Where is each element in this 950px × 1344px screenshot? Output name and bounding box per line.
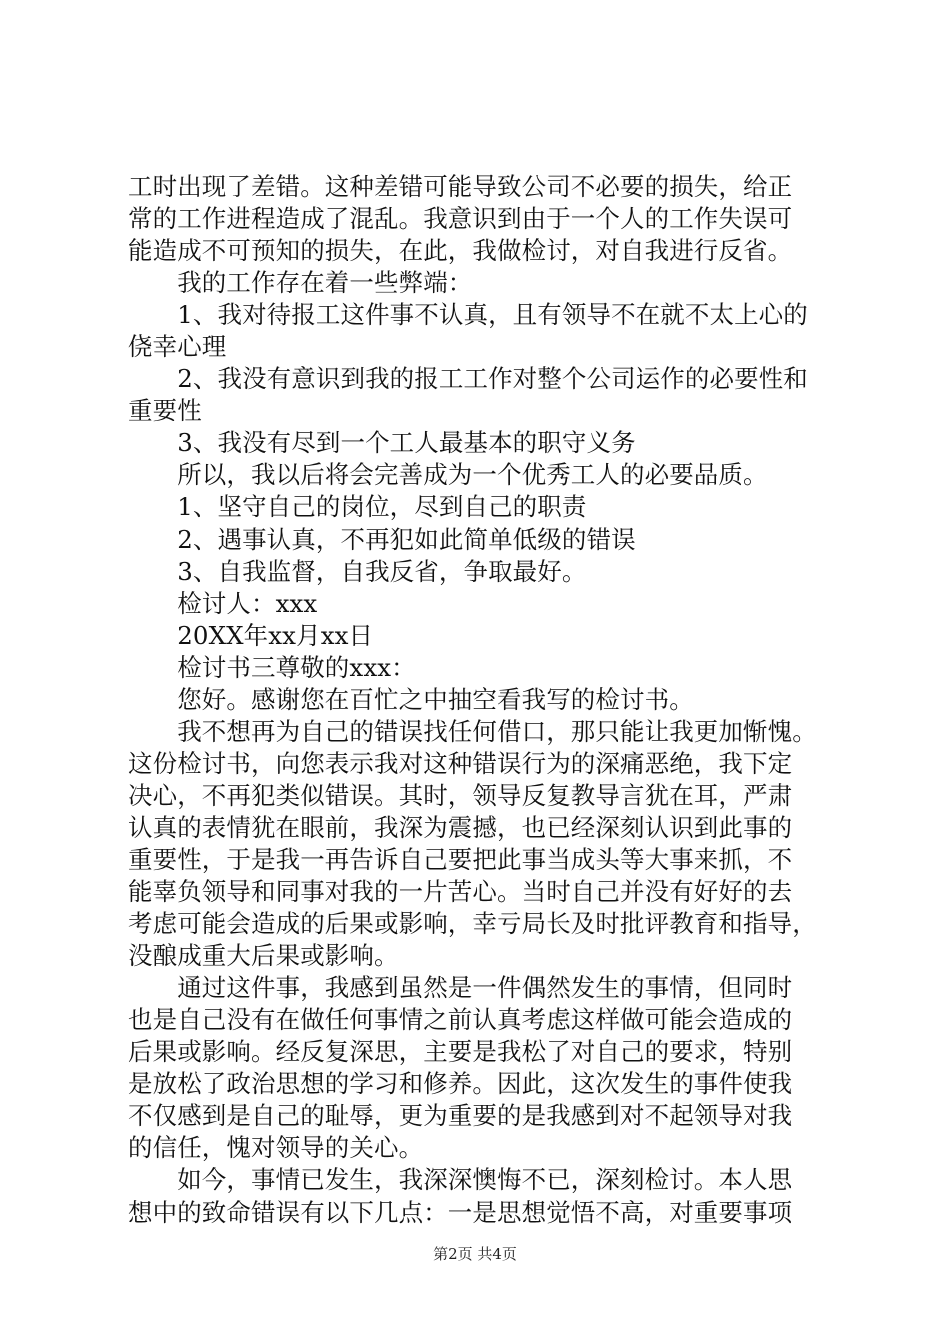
text-line: 能造成不可预知的损失，在此，我做检讨，对自我进行反省。 xyxy=(128,236,793,266)
text-line: 后果或影响。经反复深思，主要是我松了对自己的要求，特别 xyxy=(128,1037,793,1067)
text-line: 不仅感到是自己的耻辱，更为重要的是我感到对不起领导对我 xyxy=(128,1101,793,1131)
text-line: 1、我对待报工这件事不认真，且有领导不在就不太上心的 xyxy=(128,300,808,330)
text-line: 检讨人：xxx xyxy=(128,588,318,618)
text-line: 我的工作存在着一些弊端： xyxy=(128,268,473,298)
text-line: 20XX年xx月xx日 xyxy=(128,620,374,650)
text-line: 考虑可能会造成的后果或影响，幸亏局长及时批评教育和指导， xyxy=(128,909,817,939)
text-line: 检讨书三尊敬的xxx： xyxy=(128,652,416,682)
text-line: 通过这件事，我感到虽然是一件偶然发生的事情，但同时 xyxy=(128,973,793,1003)
text-line: 是放松了政治思想的学习和修养。因此，这次发生的事件使我 xyxy=(128,1069,793,1099)
text-line: 重要性 xyxy=(128,396,202,426)
text-line: 也是自己没有在做任何事情之前认真考虑这样做可能会造成的 xyxy=(128,1005,793,1035)
text-line: 常的工作进程造成了混乱。我意识到由于一个人的工作失误可 xyxy=(128,204,793,234)
text-line: 如今，事情已发生，我深深懊悔不已，深刻检讨。本人思 xyxy=(128,1165,793,1195)
text-line: 3、我没有尽到一个工人最基本的职守义务 xyxy=(128,428,636,458)
text-line: 没酿成重大后果或影响。 xyxy=(128,941,399,971)
text-line: 认真的表情犹在眼前，我深为震撼，也已经深刻认识到此事的 xyxy=(128,812,793,842)
text-line: 这份检讨书，向您表示我对这种错误行为的深痛恶绝，我下定 xyxy=(128,748,793,778)
text-line: 的信任，愧对领导的关心。 xyxy=(128,1133,424,1163)
text-line: 决心，不再犯类似错误。其时，领导反复教导言犹在耳，严肃 xyxy=(128,780,793,810)
document-body xyxy=(128,171,828,1229)
text-line: 所以，我以后将会完善成为一个优秀工人的必要品质。 xyxy=(128,460,768,490)
text-line: 工时出现了差错。这种差错可能导致公司不必要的损失，给正 xyxy=(128,172,793,201)
text-line: 我不想再为自己的错误找任何借口，那只能让我更加惭愧。 xyxy=(128,716,817,746)
text-line: 能辜负领导和同事对我的一片苦心。当时自己并没有好好的去 xyxy=(128,877,793,907)
text-line: 重要性，于是我一再告诉自己要把此事当成头等大事来抓，不 xyxy=(128,844,793,874)
text-line: 3、自我监督，自我反省，争取最好。 xyxy=(128,556,587,586)
text-line: 侥幸心理 xyxy=(128,332,227,362)
text-line: 2、遇事认真，不再犯如此简单低级的错误 xyxy=(128,524,636,554)
page-footer: 第2页 共4页 xyxy=(433,1245,517,1263)
text-line: 您好。感谢您在百忙之中抽空看我写的检讨书。 xyxy=(128,684,694,714)
text-line: 1、坚守自己的岗位，尽到自己的职责 xyxy=(128,492,587,522)
text-line: 想中的致命错误有以下几点：一是思想觉悟不高，对重要事项 xyxy=(128,1197,793,1227)
text-line: 2、我没有意识到我的报工工作对整个公司运作的必要性和 xyxy=(128,364,808,394)
